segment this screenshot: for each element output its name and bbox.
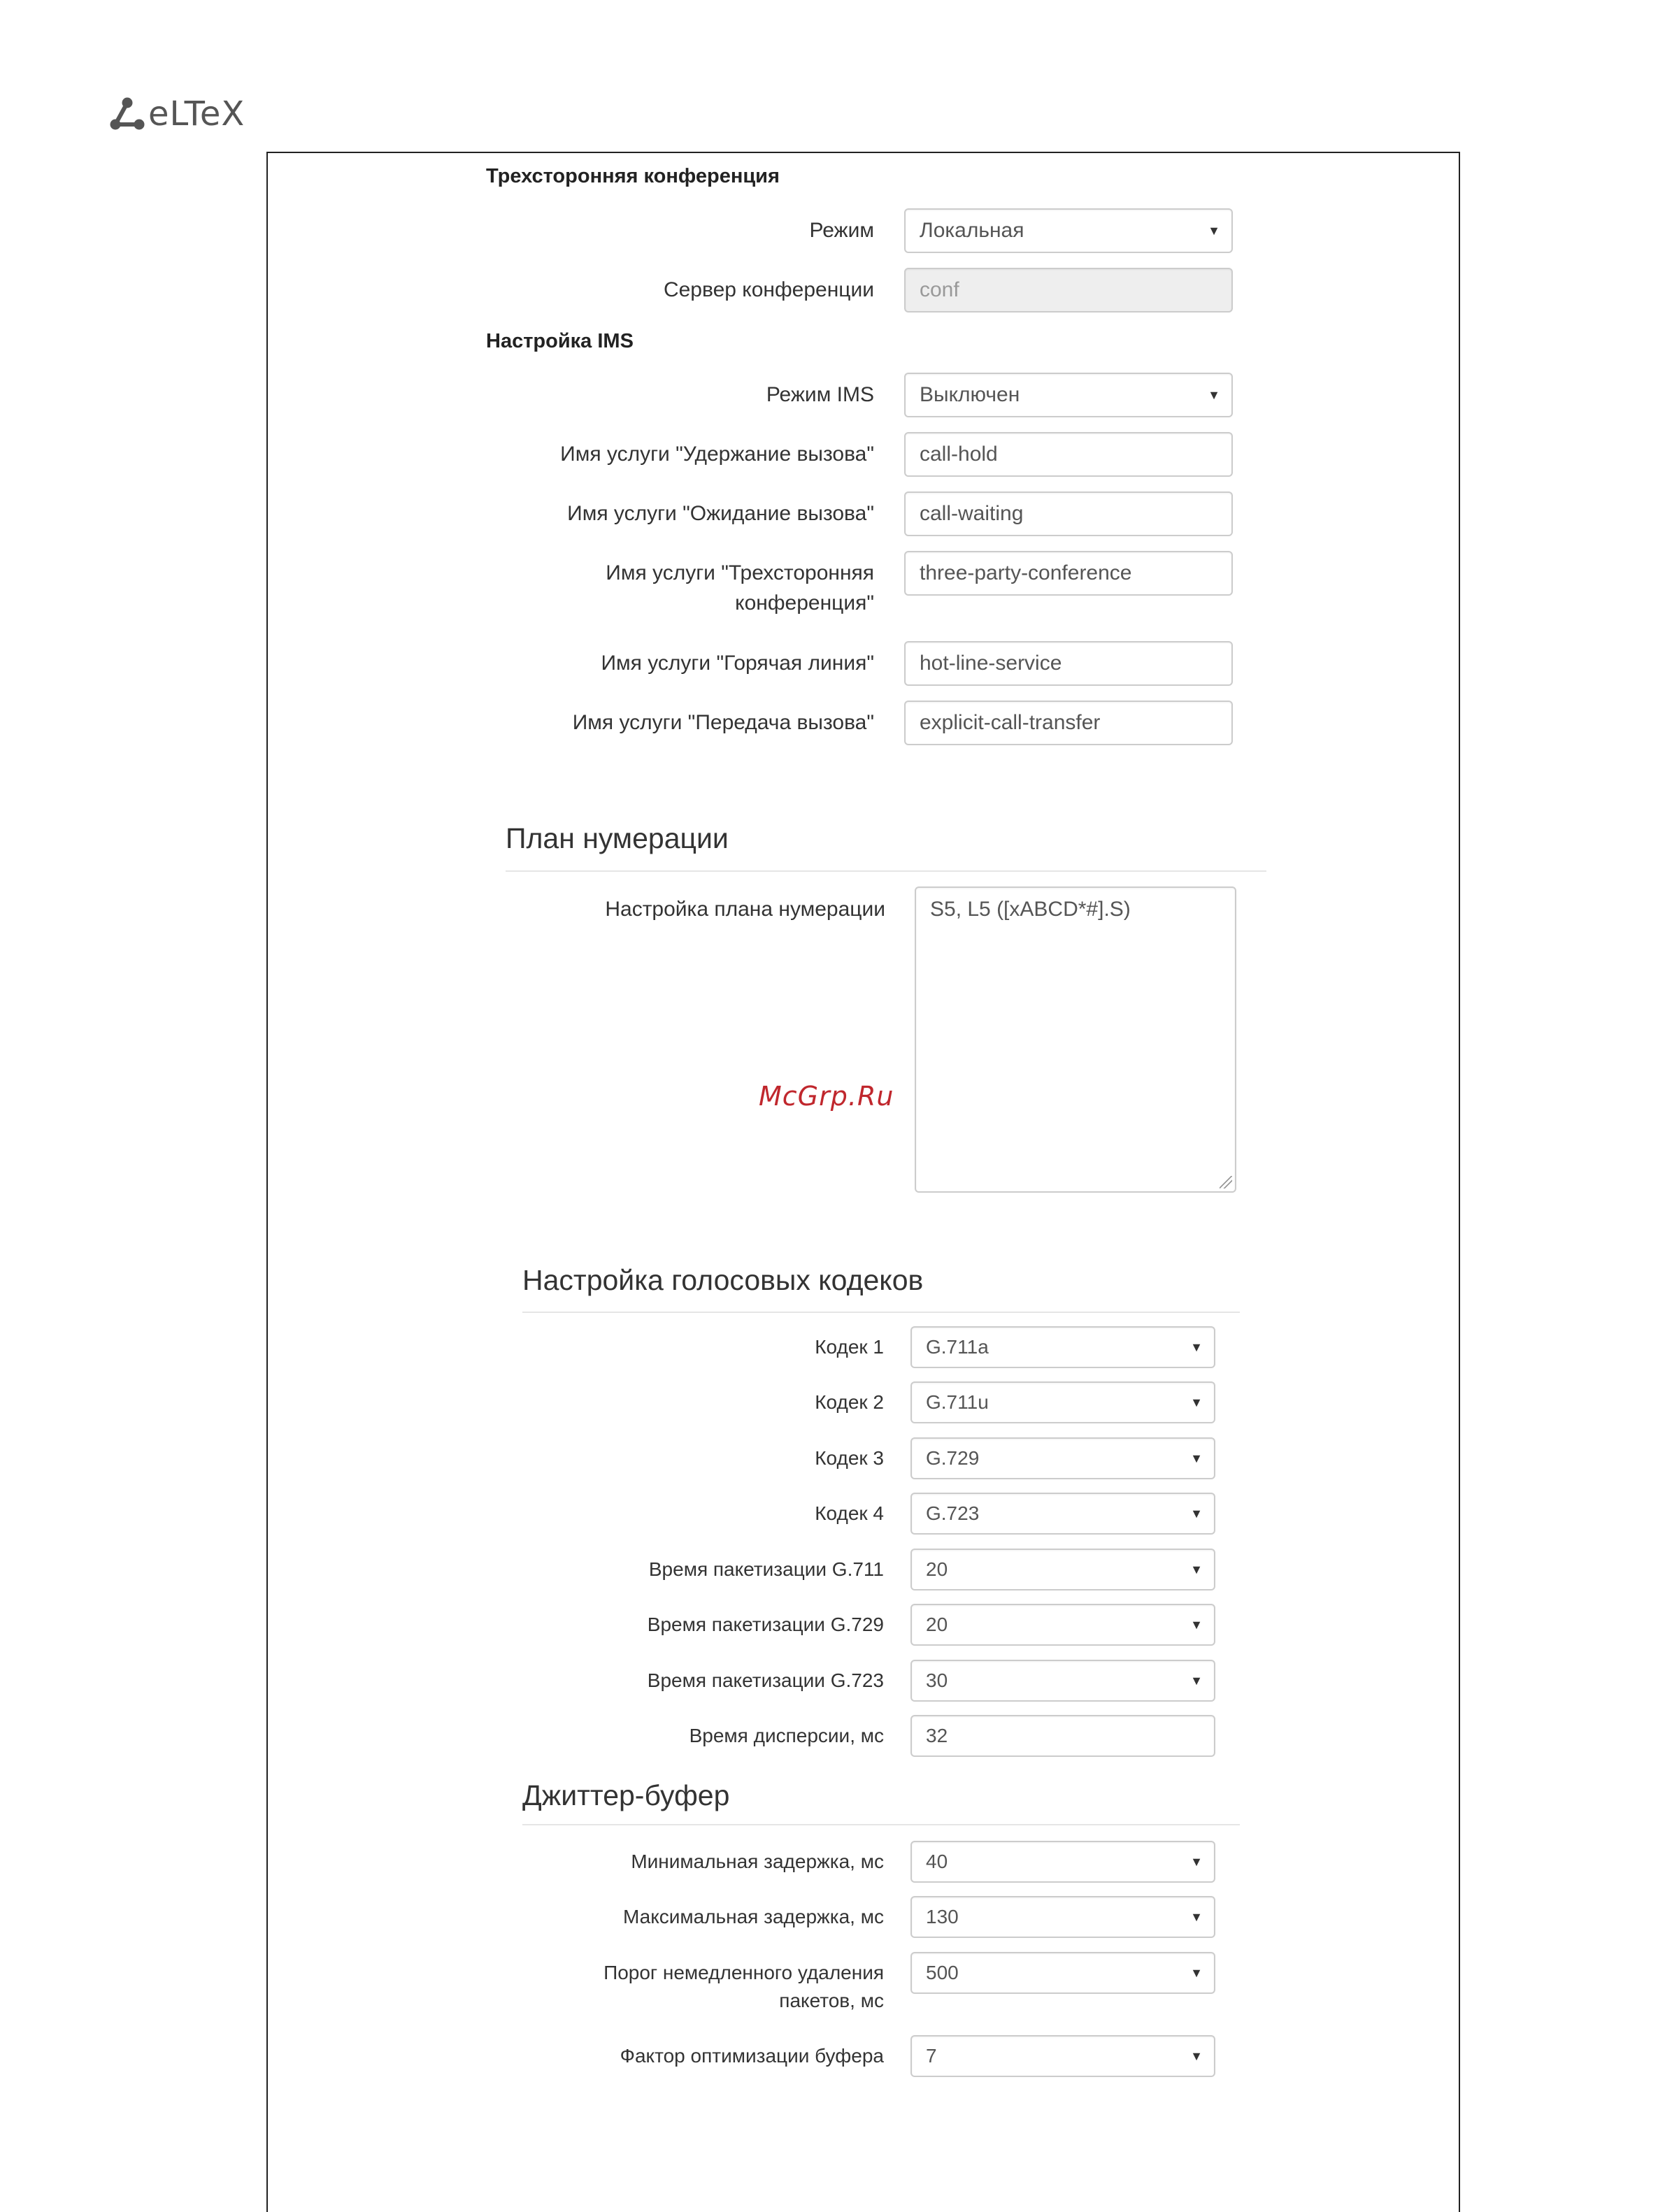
ptime-g711-select[interactable] bbox=[910, 1549, 1215, 1590]
jitter-min-label: Минимальная задержка, мс bbox=[631, 1851, 884, 1872]
ims-mode-select[interactable] bbox=[904, 373, 1233, 417]
chevron-down-icon: ▼ bbox=[1190, 1854, 1203, 1869]
codecs-divider bbox=[522, 1312, 1240, 1313]
ims-transfer-input[interactable] bbox=[904, 701, 1233, 745]
eltex-logo bbox=[109, 95, 245, 133]
jitter-min-value: 40 bbox=[926, 1851, 948, 1872]
chevron-down-icon: ▼ bbox=[1208, 387, 1220, 402]
codec2-select[interactable] bbox=[910, 1381, 1215, 1423]
ims-hotline-value: hot-line-service bbox=[920, 652, 1062, 675]
jitter-max-value: 130 bbox=[926, 1906, 959, 1927]
dispersion-input[interactable] bbox=[910, 1715, 1215, 1757]
ptime-g729-label: Время пакетизации G.729 bbox=[647, 1614, 884, 1635]
numbering-heading: План нумерации bbox=[506, 822, 729, 854]
ims-waiting-input[interactable] bbox=[904, 491, 1233, 536]
ptime-g729-value: 20 bbox=[926, 1614, 948, 1635]
ptime-g729-select[interactable] bbox=[910, 1604, 1215, 1646]
jitter-factor-value: 7 bbox=[926, 2045, 937, 2067]
jitter-drop-select[interactable] bbox=[910, 1952, 1215, 1994]
ims-hotline-input[interactable] bbox=[904, 641, 1233, 686]
chevron-down-icon: ▼ bbox=[1190, 1395, 1203, 1409]
codec1-select[interactable] bbox=[910, 1326, 1215, 1368]
ptime-g723-select[interactable] bbox=[910, 1660, 1215, 1702]
chevron-down-icon: ▼ bbox=[1190, 1965, 1203, 1980]
numbering-divider bbox=[506, 870, 1266, 872]
conference-mode-value: Локальная bbox=[920, 219, 1024, 242]
ims-hold-input[interactable] bbox=[904, 432, 1233, 477]
jitter-drop-value: 500 bbox=[926, 1962, 959, 1983]
conference-server-input[interactable] bbox=[904, 268, 1233, 313]
dispersion-label: Время дисперсии, мс bbox=[689, 1725, 884, 1746]
chevron-down-icon: ▼ bbox=[1190, 1909, 1203, 1924]
ims-conference-label-line2: конференция" bbox=[735, 591, 874, 615]
jitter-drop-label-line2: пакетов, мс bbox=[779, 1990, 884, 2011]
ptime-g711-value: 20 bbox=[926, 1558, 948, 1580]
chevron-down-icon: ▼ bbox=[1190, 1506, 1203, 1521]
ims-hotline-label: Имя услуги "Горячая линия" bbox=[601, 652, 874, 675]
ims-transfer-label: Имя услуги "Передача вызова" bbox=[572, 711, 874, 734]
codec3-value: G.729 bbox=[926, 1447, 980, 1469]
ims-mode-label: Режим IMS bbox=[766, 383, 874, 406]
logo-text: eLTeX bbox=[148, 94, 245, 134]
codec1-value: G.711a bbox=[926, 1336, 989, 1358]
eltex-logo-icon bbox=[109, 96, 145, 131]
ptime-g711-label: Время пакетизации G.711 bbox=[648, 1558, 884, 1580]
codec4-value: G.723 bbox=[926, 1502, 980, 1524]
dispersion-value: 32 bbox=[926, 1725, 948, 1746]
resize-handle-icon[interactable] bbox=[1220, 1176, 1232, 1188]
chevron-down-icon: ▼ bbox=[1190, 2048, 1203, 2063]
jitter-min-select[interactable] bbox=[910, 1841, 1215, 1883]
ims-hold-label: Имя услуги "Удержание вызова" bbox=[560, 443, 874, 466]
codecs-heading: Настройка голосовых кодеков bbox=[522, 1264, 924, 1296]
jitter-factor-label: Фактор оптимизации буфера bbox=[620, 2045, 884, 2067]
jitter-divider bbox=[522, 1824, 1240, 1825]
ims-conference-input[interactable] bbox=[904, 551, 1233, 596]
jitter-factor-select[interactable] bbox=[910, 2035, 1215, 2077]
codec2-value: G.711u bbox=[926, 1391, 989, 1413]
codec1-label: Кодек 1 bbox=[815, 1336, 884, 1358]
numbering-plan-value: S5, L5 ([xABCD*#].S) bbox=[930, 898, 1131, 921]
ptime-g723-label: Время пакетизации G.723 bbox=[647, 1669, 884, 1691]
ims-mode-value: Выключен bbox=[920, 383, 1020, 406]
jitter-max-select[interactable] bbox=[910, 1896, 1215, 1938]
chevron-down-icon: ▼ bbox=[1190, 1673, 1203, 1688]
codec3-select[interactable] bbox=[910, 1437, 1215, 1479]
ims-waiting-label: Имя услуги "Ожидание вызова" bbox=[567, 502, 874, 525]
watermark: McGrp.Ru bbox=[759, 1081, 894, 1112]
conference-mode-label: Режим bbox=[809, 219, 874, 242]
chevron-down-icon: ▼ bbox=[1190, 1340, 1203, 1354]
ims-hold-value: call-hold bbox=[920, 443, 998, 466]
ims-conference-label-line1: Имя услуги "Трехсторонняя bbox=[606, 561, 874, 584]
conference-server-placeholder: conf bbox=[920, 278, 959, 301]
jitter-drop-label-line1: Порог немедленного удаления bbox=[603, 1962, 884, 1983]
conference-server-label: Сервер конференции bbox=[663, 278, 874, 301]
codec2-label: Кодек 2 bbox=[815, 1391, 884, 1413]
chevron-down-icon: ▼ bbox=[1190, 1451, 1203, 1465]
codec4-label: Кодек 4 bbox=[815, 1502, 884, 1524]
jitter-heading: Джиттер-буфер bbox=[522, 1779, 730, 1811]
ims-heading: Настройка IMS bbox=[486, 330, 634, 352]
ims-conference-value: three-party-conference bbox=[920, 561, 1132, 584]
conference-mode-select[interactable] bbox=[904, 208, 1233, 253]
numbering-plan-textarea[interactable] bbox=[915, 886, 1236, 1193]
ims-transfer-value: explicit-call-transfer bbox=[920, 711, 1101, 734]
chevron-down-icon: ▼ bbox=[1190, 1617, 1203, 1632]
codec4-select[interactable] bbox=[910, 1493, 1215, 1535]
conference-heading: Трехсторонняя конференция bbox=[486, 165, 780, 187]
jitter-max-label: Максимальная задержка, мс bbox=[622, 1906, 884, 1927]
chevron-down-icon: ▼ bbox=[1208, 223, 1220, 238]
numbering-plan-label: Настройка плана нумерации bbox=[605, 898, 885, 921]
ptime-g723-value: 30 bbox=[926, 1669, 948, 1691]
chevron-down-icon: ▼ bbox=[1190, 1562, 1203, 1577]
codec3-label: Кодек 3 bbox=[815, 1447, 884, 1469]
ims-waiting-value: call-waiting bbox=[920, 502, 1024, 525]
